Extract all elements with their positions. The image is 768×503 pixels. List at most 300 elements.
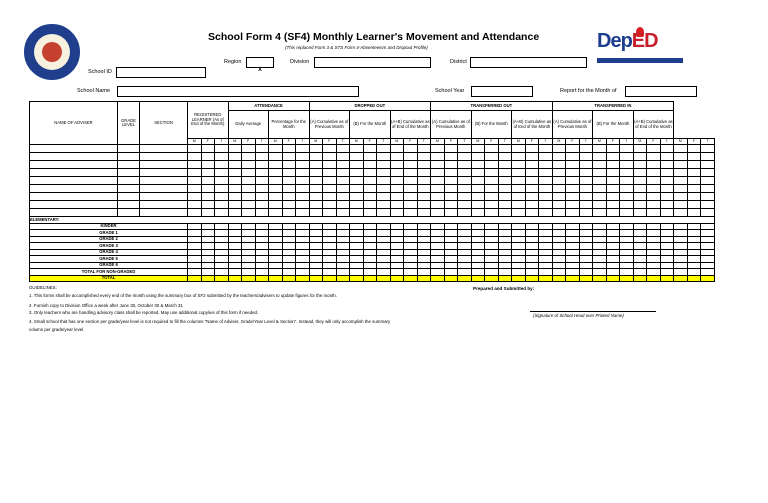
table-cell[interactable]	[485, 161, 499, 169]
table-cell[interactable]	[485, 177, 499, 185]
table-cell[interactable]	[674, 145, 688, 153]
table-cell[interactable]	[660, 145, 674, 153]
table-cell[interactable]	[282, 145, 296, 153]
table-cell[interactable]	[471, 185, 485, 193]
table-cell[interactable]	[296, 177, 310, 185]
table-cell[interactable]	[269, 177, 283, 185]
table-cell[interactable]	[458, 153, 472, 161]
table-cell[interactable]	[296, 145, 310, 153]
table-cell[interactable]	[701, 209, 715, 217]
table-cell[interactable]	[140, 145, 188, 153]
table-cell[interactable]	[390, 169, 404, 177]
table-cell[interactable]	[269, 153, 283, 161]
table-cell[interactable]	[30, 145, 118, 153]
table-cell[interactable]	[377, 193, 391, 201]
summary-cell[interactable]	[296, 275, 310, 282]
table-cell[interactable]	[579, 153, 593, 161]
school-name-field[interactable]	[117, 86, 359, 97]
table-cell[interactable]	[525, 177, 539, 185]
summary-cell[interactable]	[377, 275, 391, 282]
table-cell[interactable]	[323, 201, 337, 209]
region-field[interactable]: X	[246, 57, 274, 68]
table-cell[interactable]	[242, 201, 256, 209]
table-cell[interactable]	[525, 193, 539, 201]
table-cell[interactable]	[255, 201, 269, 209]
table-cell[interactable]	[336, 153, 350, 161]
table-cell[interactable]	[687, 169, 701, 177]
table-cell[interactable]	[30, 161, 118, 169]
summary-cell[interactable]	[242, 275, 256, 282]
table-cell[interactable]	[242, 161, 256, 169]
table-cell[interactable]	[633, 177, 647, 185]
table-cell[interactable]	[188, 169, 202, 177]
table-cell[interactable]	[674, 177, 688, 185]
table-cell[interactable]	[242, 193, 256, 201]
table-cell[interactable]	[417, 177, 431, 185]
table-cell[interactable]	[471, 153, 485, 161]
table-cell[interactable]	[30, 185, 118, 193]
table-cell[interactable]	[309, 177, 323, 185]
table-cell[interactable]	[390, 209, 404, 217]
table-cell[interactable]	[201, 169, 215, 177]
table-cell[interactable]	[701, 169, 715, 177]
table-cell[interactable]	[363, 193, 377, 201]
table-cell[interactable]	[701, 185, 715, 193]
summary-cell[interactable]	[417, 275, 431, 282]
table-cell[interactable]	[647, 193, 661, 201]
table-cell[interactable]	[336, 145, 350, 153]
table-cell[interactable]	[30, 209, 118, 217]
table-cell[interactable]	[566, 169, 580, 177]
table-cell[interactable]	[309, 209, 323, 217]
table-cell[interactable]	[363, 177, 377, 185]
table-cell[interactable]	[390, 201, 404, 209]
table-cell[interactable]	[660, 193, 674, 201]
table-cell[interactable]	[701, 161, 715, 169]
table-cell[interactable]	[417, 161, 431, 169]
table-cell[interactable]	[674, 153, 688, 161]
table-cell[interactable]	[539, 201, 553, 209]
table-cell[interactable]	[363, 169, 377, 177]
table-cell[interactable]	[118, 145, 140, 153]
table-cell[interactable]	[687, 193, 701, 201]
table-cell[interactable]	[606, 161, 620, 169]
table-cell[interactable]	[431, 185, 445, 193]
table-cell[interactable]	[444, 161, 458, 169]
table-cell[interactable]	[269, 185, 283, 193]
table-cell[interactable]	[201, 193, 215, 201]
table-cell[interactable]	[363, 153, 377, 161]
table-cell[interactable]	[215, 177, 229, 185]
table-cell[interactable]	[309, 193, 323, 201]
table-cell[interactable]	[512, 201, 526, 209]
table-cell[interactable]	[552, 177, 566, 185]
table-cell[interactable]	[417, 193, 431, 201]
table-cell[interactable]	[660, 177, 674, 185]
table-cell[interactable]	[377, 169, 391, 177]
table-cell[interactable]	[687, 209, 701, 217]
table-cell[interactable]	[444, 185, 458, 193]
table-cell[interactable]	[593, 209, 607, 217]
summary-cell[interactable]	[390, 275, 404, 282]
table-cell[interactable]	[118, 185, 140, 193]
table-cell[interactable]	[228, 177, 242, 185]
table-cell[interactable]	[336, 209, 350, 217]
table-cell[interactable]	[282, 209, 296, 217]
table-cell[interactable]	[363, 209, 377, 217]
table-cell[interactable]	[620, 209, 634, 217]
table-cell[interactable]	[525, 153, 539, 161]
table-cell[interactable]	[350, 145, 364, 153]
table-cell[interactable]	[215, 145, 229, 153]
table-cell[interactable]	[242, 177, 256, 185]
summary-cell[interactable]	[404, 275, 418, 282]
table-cell[interactable]	[444, 201, 458, 209]
table-cell[interactable]	[140, 161, 188, 169]
table-cell[interactable]	[282, 201, 296, 209]
table-cell[interactable]	[606, 201, 620, 209]
table-cell[interactable]	[242, 185, 256, 193]
table-cell[interactable]	[566, 161, 580, 169]
table-cell[interactable]	[444, 209, 458, 217]
table-cell[interactable]	[228, 161, 242, 169]
table-cell[interactable]	[687, 185, 701, 193]
table-cell[interactable]	[228, 201, 242, 209]
table-cell[interactable]	[282, 185, 296, 193]
table-cell[interactable]	[255, 169, 269, 177]
table-cell[interactable]	[417, 201, 431, 209]
table-cell[interactable]	[701, 177, 715, 185]
table-cell[interactable]	[431, 153, 445, 161]
table-cell[interactable]	[566, 153, 580, 161]
table-cell[interactable]	[242, 145, 256, 153]
table-cell[interactable]	[242, 153, 256, 161]
table-cell[interactable]	[228, 185, 242, 193]
table-cell[interactable]	[140, 153, 188, 161]
table-cell[interactable]	[512, 161, 526, 169]
table-cell[interactable]	[485, 169, 499, 177]
table-cell[interactable]	[417, 209, 431, 217]
table-cell[interactable]	[201, 177, 215, 185]
summary-cell[interactable]	[633, 275, 647, 282]
table-cell[interactable]	[404, 185, 418, 193]
table-cell[interactable]	[512, 209, 526, 217]
table-cell[interactable]	[431, 145, 445, 153]
table-cell[interactable]	[404, 145, 418, 153]
table-cell[interactable]	[201, 153, 215, 161]
report-month-field[interactable]	[625, 86, 697, 97]
table-cell[interactable]	[701, 153, 715, 161]
table-cell[interactable]	[242, 209, 256, 217]
table-cell[interactable]	[498, 153, 512, 161]
school-year-field[interactable]	[471, 86, 533, 97]
summary-cell[interactable]	[512, 275, 526, 282]
table-cell[interactable]	[525, 209, 539, 217]
table-cell[interactable]	[296, 169, 310, 177]
table-cell[interactable]	[350, 185, 364, 193]
table-cell[interactable]	[404, 169, 418, 177]
table-cell[interactable]	[539, 145, 553, 153]
table-cell[interactable]	[458, 193, 472, 201]
table-cell[interactable]	[471, 201, 485, 209]
table-cell[interactable]	[336, 161, 350, 169]
table-cell[interactable]	[118, 169, 140, 177]
table-cell[interactable]	[539, 193, 553, 201]
table-cell[interactable]	[525, 169, 539, 177]
table-cell[interactable]	[485, 153, 499, 161]
table-cell[interactable]	[525, 185, 539, 193]
table-cell[interactable]	[579, 145, 593, 153]
table-cell[interactable]	[377, 209, 391, 217]
table-cell[interactable]	[215, 209, 229, 217]
table-cell[interactable]	[431, 193, 445, 201]
table-cell[interactable]	[566, 177, 580, 185]
table-cell[interactable]	[215, 201, 229, 209]
table-cell[interactable]	[485, 201, 499, 209]
table-cell[interactable]	[498, 177, 512, 185]
table-cell[interactable]	[255, 209, 269, 217]
table-cell[interactable]	[566, 201, 580, 209]
table-cell[interactable]	[552, 185, 566, 193]
table-cell[interactable]	[444, 153, 458, 161]
table-cell[interactable]	[390, 145, 404, 153]
table-cell[interactable]	[417, 153, 431, 161]
table-cell[interactable]	[579, 185, 593, 193]
table-cell[interactable]	[566, 209, 580, 217]
table-cell[interactable]	[377, 185, 391, 193]
table-cell[interactable]	[377, 177, 391, 185]
table-cell[interactable]	[660, 201, 674, 209]
summary-cell[interactable]	[566, 275, 580, 282]
table-cell[interactable]	[118, 209, 140, 217]
summary-cell[interactable]	[336, 275, 350, 282]
table-cell[interactable]	[498, 185, 512, 193]
table-cell[interactable]	[255, 185, 269, 193]
table-cell[interactable]	[336, 201, 350, 209]
table-cell[interactable]	[566, 193, 580, 201]
table-cell[interactable]	[687, 201, 701, 209]
table-cell[interactable]	[296, 153, 310, 161]
table-cell[interactable]	[647, 161, 661, 169]
table-cell[interactable]	[390, 161, 404, 169]
table-cell[interactable]	[228, 153, 242, 161]
table-cell[interactable]	[444, 193, 458, 201]
table-cell[interactable]	[336, 169, 350, 177]
table-cell[interactable]	[118, 177, 140, 185]
table-cell[interactable]	[269, 193, 283, 201]
table-cell[interactable]	[118, 153, 140, 161]
table-cell[interactable]	[336, 177, 350, 185]
summary-cell[interactable]	[674, 275, 688, 282]
summary-cell[interactable]	[201, 275, 215, 282]
table-cell[interactable]	[701, 193, 715, 201]
table-cell[interactable]	[458, 161, 472, 169]
table-cell[interactable]	[485, 145, 499, 153]
table-cell[interactable]	[296, 209, 310, 217]
summary-cell[interactable]	[309, 275, 323, 282]
table-cell[interactable]	[552, 201, 566, 209]
table-cell[interactable]	[647, 145, 661, 153]
table-cell[interactable]	[579, 169, 593, 177]
table-cell[interactable]	[390, 177, 404, 185]
table-cell[interactable]	[350, 209, 364, 217]
summary-cell[interactable]	[539, 275, 553, 282]
district-field[interactable]	[470, 57, 587, 68]
table-cell[interactable]	[188, 145, 202, 153]
table-cell[interactable]	[620, 161, 634, 169]
table-cell[interactable]	[215, 169, 229, 177]
table-cell[interactable]	[525, 145, 539, 153]
table-cell[interactable]	[404, 153, 418, 161]
table-cell[interactable]	[552, 193, 566, 201]
table-cell[interactable]	[674, 209, 688, 217]
table-cell[interactable]	[201, 161, 215, 169]
table-cell[interactable]	[140, 177, 188, 185]
table-cell[interactable]	[606, 145, 620, 153]
table-cell[interactable]	[323, 169, 337, 177]
table-cell[interactable]	[323, 193, 337, 201]
table-cell[interactable]	[296, 193, 310, 201]
table-cell[interactable]	[579, 209, 593, 217]
table-cell[interactable]	[687, 161, 701, 169]
table-cell[interactable]	[215, 161, 229, 169]
table-cell[interactable]	[539, 169, 553, 177]
summary-cell[interactable]	[485, 275, 499, 282]
summary-cell[interactable]	[363, 275, 377, 282]
table-cell[interactable]	[458, 209, 472, 217]
division-field[interactable]	[314, 57, 431, 68]
summary-cell[interactable]	[498, 275, 512, 282]
table-cell[interactable]	[255, 153, 269, 161]
table-cell[interactable]	[377, 161, 391, 169]
table-cell[interactable]	[282, 193, 296, 201]
table-cell[interactable]	[687, 177, 701, 185]
table-cell[interactable]	[201, 145, 215, 153]
table-cell[interactable]	[336, 193, 350, 201]
table-cell[interactable]	[390, 193, 404, 201]
table-cell[interactable]	[431, 169, 445, 177]
table-cell[interactable]	[674, 201, 688, 209]
table-cell[interactable]	[539, 185, 553, 193]
table-cell[interactable]	[269, 209, 283, 217]
table-cell[interactable]	[350, 193, 364, 201]
table-cell[interactable]	[539, 161, 553, 169]
summary-cell[interactable]	[471, 275, 485, 282]
table-cell[interactable]	[118, 193, 140, 201]
table-cell[interactable]	[498, 169, 512, 177]
summary-cell[interactable]	[282, 275, 296, 282]
summary-cell[interactable]	[228, 275, 242, 282]
table-cell[interactable]	[633, 209, 647, 217]
summary-cell[interactable]	[215, 275, 229, 282]
summary-cell[interactable]	[620, 275, 634, 282]
table-cell[interactable]	[30, 153, 118, 161]
table-cell[interactable]	[471, 161, 485, 169]
table-cell[interactable]	[674, 161, 688, 169]
table-cell[interactable]	[404, 177, 418, 185]
table-cell[interactable]	[498, 193, 512, 201]
school-id-field[interactable]	[116, 67, 206, 78]
table-cell[interactable]	[417, 185, 431, 193]
table-cell[interactable]	[188, 177, 202, 185]
table-cell[interactable]	[390, 185, 404, 193]
table-cell[interactable]	[140, 185, 188, 193]
table-cell[interactable]	[471, 193, 485, 201]
table-cell[interactable]	[593, 145, 607, 153]
table-cell[interactable]	[660, 169, 674, 177]
table-cell[interactable]	[633, 169, 647, 177]
summary-cell[interactable]	[255, 275, 269, 282]
table-cell[interactable]	[660, 209, 674, 217]
table-cell[interactable]	[620, 153, 634, 161]
table-cell[interactable]	[660, 153, 674, 161]
table-cell[interactable]	[471, 209, 485, 217]
summary-cell[interactable]	[593, 275, 607, 282]
table-cell[interactable]	[647, 153, 661, 161]
summary-cell[interactable]	[188, 275, 202, 282]
table-cell[interactable]	[606, 209, 620, 217]
table-cell[interactable]	[188, 161, 202, 169]
summary-cell[interactable]	[525, 275, 539, 282]
table-cell[interactable]	[228, 169, 242, 177]
table-cell[interactable]	[525, 201, 539, 209]
table-cell[interactable]	[593, 185, 607, 193]
table-cell[interactable]	[282, 169, 296, 177]
table-cell[interactable]	[485, 185, 499, 193]
summary-cell[interactable]	[647, 275, 661, 282]
table-cell[interactable]	[296, 185, 310, 193]
table-cell[interactable]	[201, 185, 215, 193]
table-cell[interactable]	[255, 161, 269, 169]
table-cell[interactable]	[390, 153, 404, 161]
table-cell[interactable]	[498, 201, 512, 209]
table-cell[interactable]	[323, 209, 337, 217]
table-cell[interactable]	[350, 161, 364, 169]
table-cell[interactable]	[188, 193, 202, 201]
table-cell[interactable]	[444, 177, 458, 185]
table-cell[interactable]	[377, 145, 391, 153]
summary-cell[interactable]	[350, 275, 364, 282]
table-cell[interactable]	[377, 153, 391, 161]
table-cell[interactable]	[471, 177, 485, 185]
table-cell[interactable]	[255, 177, 269, 185]
table-cell[interactable]	[647, 177, 661, 185]
table-cell[interactable]	[282, 161, 296, 169]
summary-cell[interactable]	[269, 275, 283, 282]
table-cell[interactable]	[593, 201, 607, 209]
table-cell[interactable]	[296, 201, 310, 209]
table-cell[interactable]	[188, 201, 202, 209]
table-cell[interactable]	[579, 193, 593, 201]
table-cell[interactable]	[674, 193, 688, 201]
table-cell[interactable]	[620, 169, 634, 177]
table-cell[interactable]	[606, 177, 620, 185]
table-cell[interactable]	[404, 161, 418, 169]
table-cell[interactable]	[431, 177, 445, 185]
table-cell[interactable]	[255, 193, 269, 201]
table-cell[interactable]	[620, 185, 634, 193]
table-cell[interactable]	[350, 153, 364, 161]
table-cell[interactable]	[309, 161, 323, 169]
table-cell[interactable]	[188, 209, 202, 217]
table-cell[interactable]	[498, 161, 512, 169]
table-cell[interactable]	[620, 193, 634, 201]
table-cell[interactable]	[458, 177, 472, 185]
table-cell[interactable]	[323, 177, 337, 185]
table-cell[interactable]	[539, 177, 553, 185]
summary-cell[interactable]	[606, 275, 620, 282]
table-cell[interactable]	[228, 193, 242, 201]
